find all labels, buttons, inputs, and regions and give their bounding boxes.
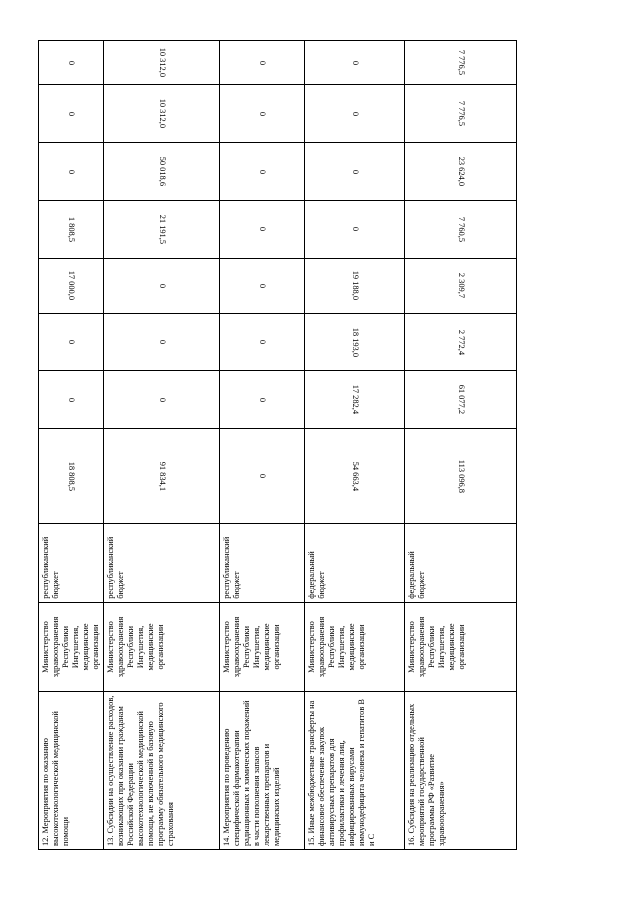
amount-value: 0	[157, 397, 167, 402]
amount-cell	[405, 200, 517, 258]
amount-value: 1 808,5	[67, 216, 76, 242]
funding-source-cell: республиканский бюджет	[39, 523, 104, 602]
table-row	[104, 41, 220, 850]
amount-value: 0	[258, 169, 267, 174]
amount-value: 17 282,4	[350, 385, 360, 415]
amount-cell	[39, 85, 104, 143]
amount-cell	[220, 143, 305, 201]
amount-value: 7 760,5	[456, 216, 466, 242]
amount-value: 0	[258, 283, 267, 288]
amount-cell	[305, 258, 405, 313]
amount-value: 2 309,7	[456, 273, 466, 299]
amount-cell	[305, 313, 405, 371]
funding-source-cell: республиканский бюджет	[220, 523, 305, 602]
amount-cell	[305, 371, 405, 429]
amount-cell	[39, 429, 104, 524]
amount-value: 61 077,2	[456, 385, 466, 415]
amount-cell	[39, 313, 104, 371]
amount-value: 10 312,0	[157, 47, 167, 78]
table-row	[405, 41, 517, 850]
measure-name-cell: 16. Субсидия на реализацию отдельных мероприятий государственной программы РФ «Развитие здравоохранения»	[405, 692, 517, 850]
measure-name-cell: 12. Мероприятия по оказанию высокотехнологической медицинской помощи	[39, 692, 104, 850]
rotated-table-wrapper	[38, 40, 513, 850]
amount-value: 0	[350, 60, 360, 65]
amount-cell	[220, 258, 305, 313]
amount-value: 0	[157, 283, 167, 288]
amount-cell	[405, 313, 517, 371]
amount-value: 23 624,0	[456, 156, 466, 187]
table-row	[305, 41, 405, 850]
funding-source-cell: федеральный бюджет	[305, 523, 405, 602]
amount-value: 18 808,5	[67, 461, 76, 491]
executor-cell: Министерство здравоохранения Республики Ингушетия, медицинские организации	[305, 602, 405, 691]
funding-source-cell: республиканский бюджет	[104, 523, 220, 602]
amount-cell	[39, 200, 104, 258]
amount-cell	[104, 313, 220, 371]
amount-cell	[39, 258, 104, 313]
amount-cell	[305, 200, 405, 258]
amount-cell	[305, 429, 405, 524]
amount-value: 21 191,5	[157, 214, 167, 245]
amount-cell	[39, 371, 104, 429]
amount-value: 0	[258, 227, 267, 232]
amount-value: 0	[258, 111, 267, 116]
amount-cell	[405, 258, 517, 313]
amount-cell	[39, 41, 104, 85]
amount-value: 2 772,4	[456, 329, 466, 355]
amount-cell	[220, 85, 305, 143]
amount-cell	[104, 85, 220, 143]
amount-cell	[405, 371, 517, 429]
amount-cell	[220, 200, 305, 258]
amount-cell	[405, 143, 517, 201]
executor-cell: Министерство здравоохранения Республики Ингушетия, медицинские организации	[39, 602, 104, 691]
table-row	[39, 41, 104, 850]
amount-value: 0	[350, 169, 360, 174]
amount-cell	[220, 371, 305, 429]
amount-cell	[39, 143, 104, 201]
amount-value: 10 312,0	[157, 99, 167, 129]
amount-value: 7 776,5	[456, 101, 466, 127]
amount-value: 113 096,8	[456, 459, 466, 493]
executor-cell: Министерство здравоохранения Республики Ингушетия, медицинские организации	[405, 602, 517, 691]
table-row	[220, 41, 305, 850]
amount-value: 0	[258, 473, 267, 479]
amount-value: 0	[157, 339, 167, 345]
amount-value: 0	[350, 227, 360, 232]
amount-cell	[305, 143, 405, 201]
amount-cell	[104, 41, 220, 85]
amount-value: 0	[67, 169, 76, 174]
amount-value: 7 776,5	[456, 50, 466, 76]
amount-value: 18 193,0	[350, 327, 360, 357]
funding-source-cell: федеральный бюджет	[405, 523, 517, 602]
amount-cell	[104, 200, 220, 258]
measure-name-cell: 14. Мероприятия по проведению специфической фармакотерапии радиационных и химических поражений в части пополнения запасов лекарственных препаратов и медицинских изделий	[220, 692, 305, 850]
amount-cell	[305, 85, 405, 143]
amount-cell	[104, 429, 220, 524]
amount-cell	[405, 41, 517, 85]
amount-cell	[220, 41, 305, 85]
amount-cell	[104, 143, 220, 201]
amount-value: 54 663,4	[350, 461, 360, 491]
amount-cell	[220, 429, 305, 524]
amount-cell	[104, 371, 220, 429]
amount-cell	[104, 258, 220, 313]
amount-cell	[220, 313, 305, 371]
amount-value: 0	[67, 397, 76, 402]
amount-value: 17 000,0	[67, 271, 76, 301]
amount-value: 50 018,6	[157, 156, 167, 187]
amount-value: 0	[67, 60, 76, 65]
amount-value: 0	[67, 339, 76, 345]
budget-table	[38, 40, 517, 850]
amount-value: 0	[350, 111, 360, 116]
amount-value: 0	[258, 60, 267, 65]
amount-value: 19 188,0	[350, 271, 360, 301]
amount-cell	[405, 429, 517, 524]
amount-value: 0	[67, 111, 76, 116]
amount-value: 91 834,1	[157, 461, 167, 491]
amount-cell	[305, 41, 405, 85]
executor-cell: Министерство здравоохранения Республики Ингушетия, медицинские организации	[220, 602, 305, 691]
measure-name-cell: 13. Субсидии на осуществление расходов, возникающих при оказании гражданам Российской Федерации высокотехнологической медицинской помощи, не включенной в базовую программу обязательного медицинского страхования	[104, 692, 220, 850]
measure-name-cell: 15. Иные межбюджетные трансферты на финансовое обеспечение закупок антивирусных препаратов для профилактики и лечения лиц, инфицированных вирусами иммунодефицита человека и гепатитов В и С	[305, 692, 405, 850]
amount-value: 0	[258, 397, 267, 402]
amount-cell	[405, 85, 517, 143]
amount-value: 0	[258, 339, 267, 345]
executor-cell: Министерство здравоохранения Республики Ингушетия, медицинские организации	[104, 602, 220, 691]
